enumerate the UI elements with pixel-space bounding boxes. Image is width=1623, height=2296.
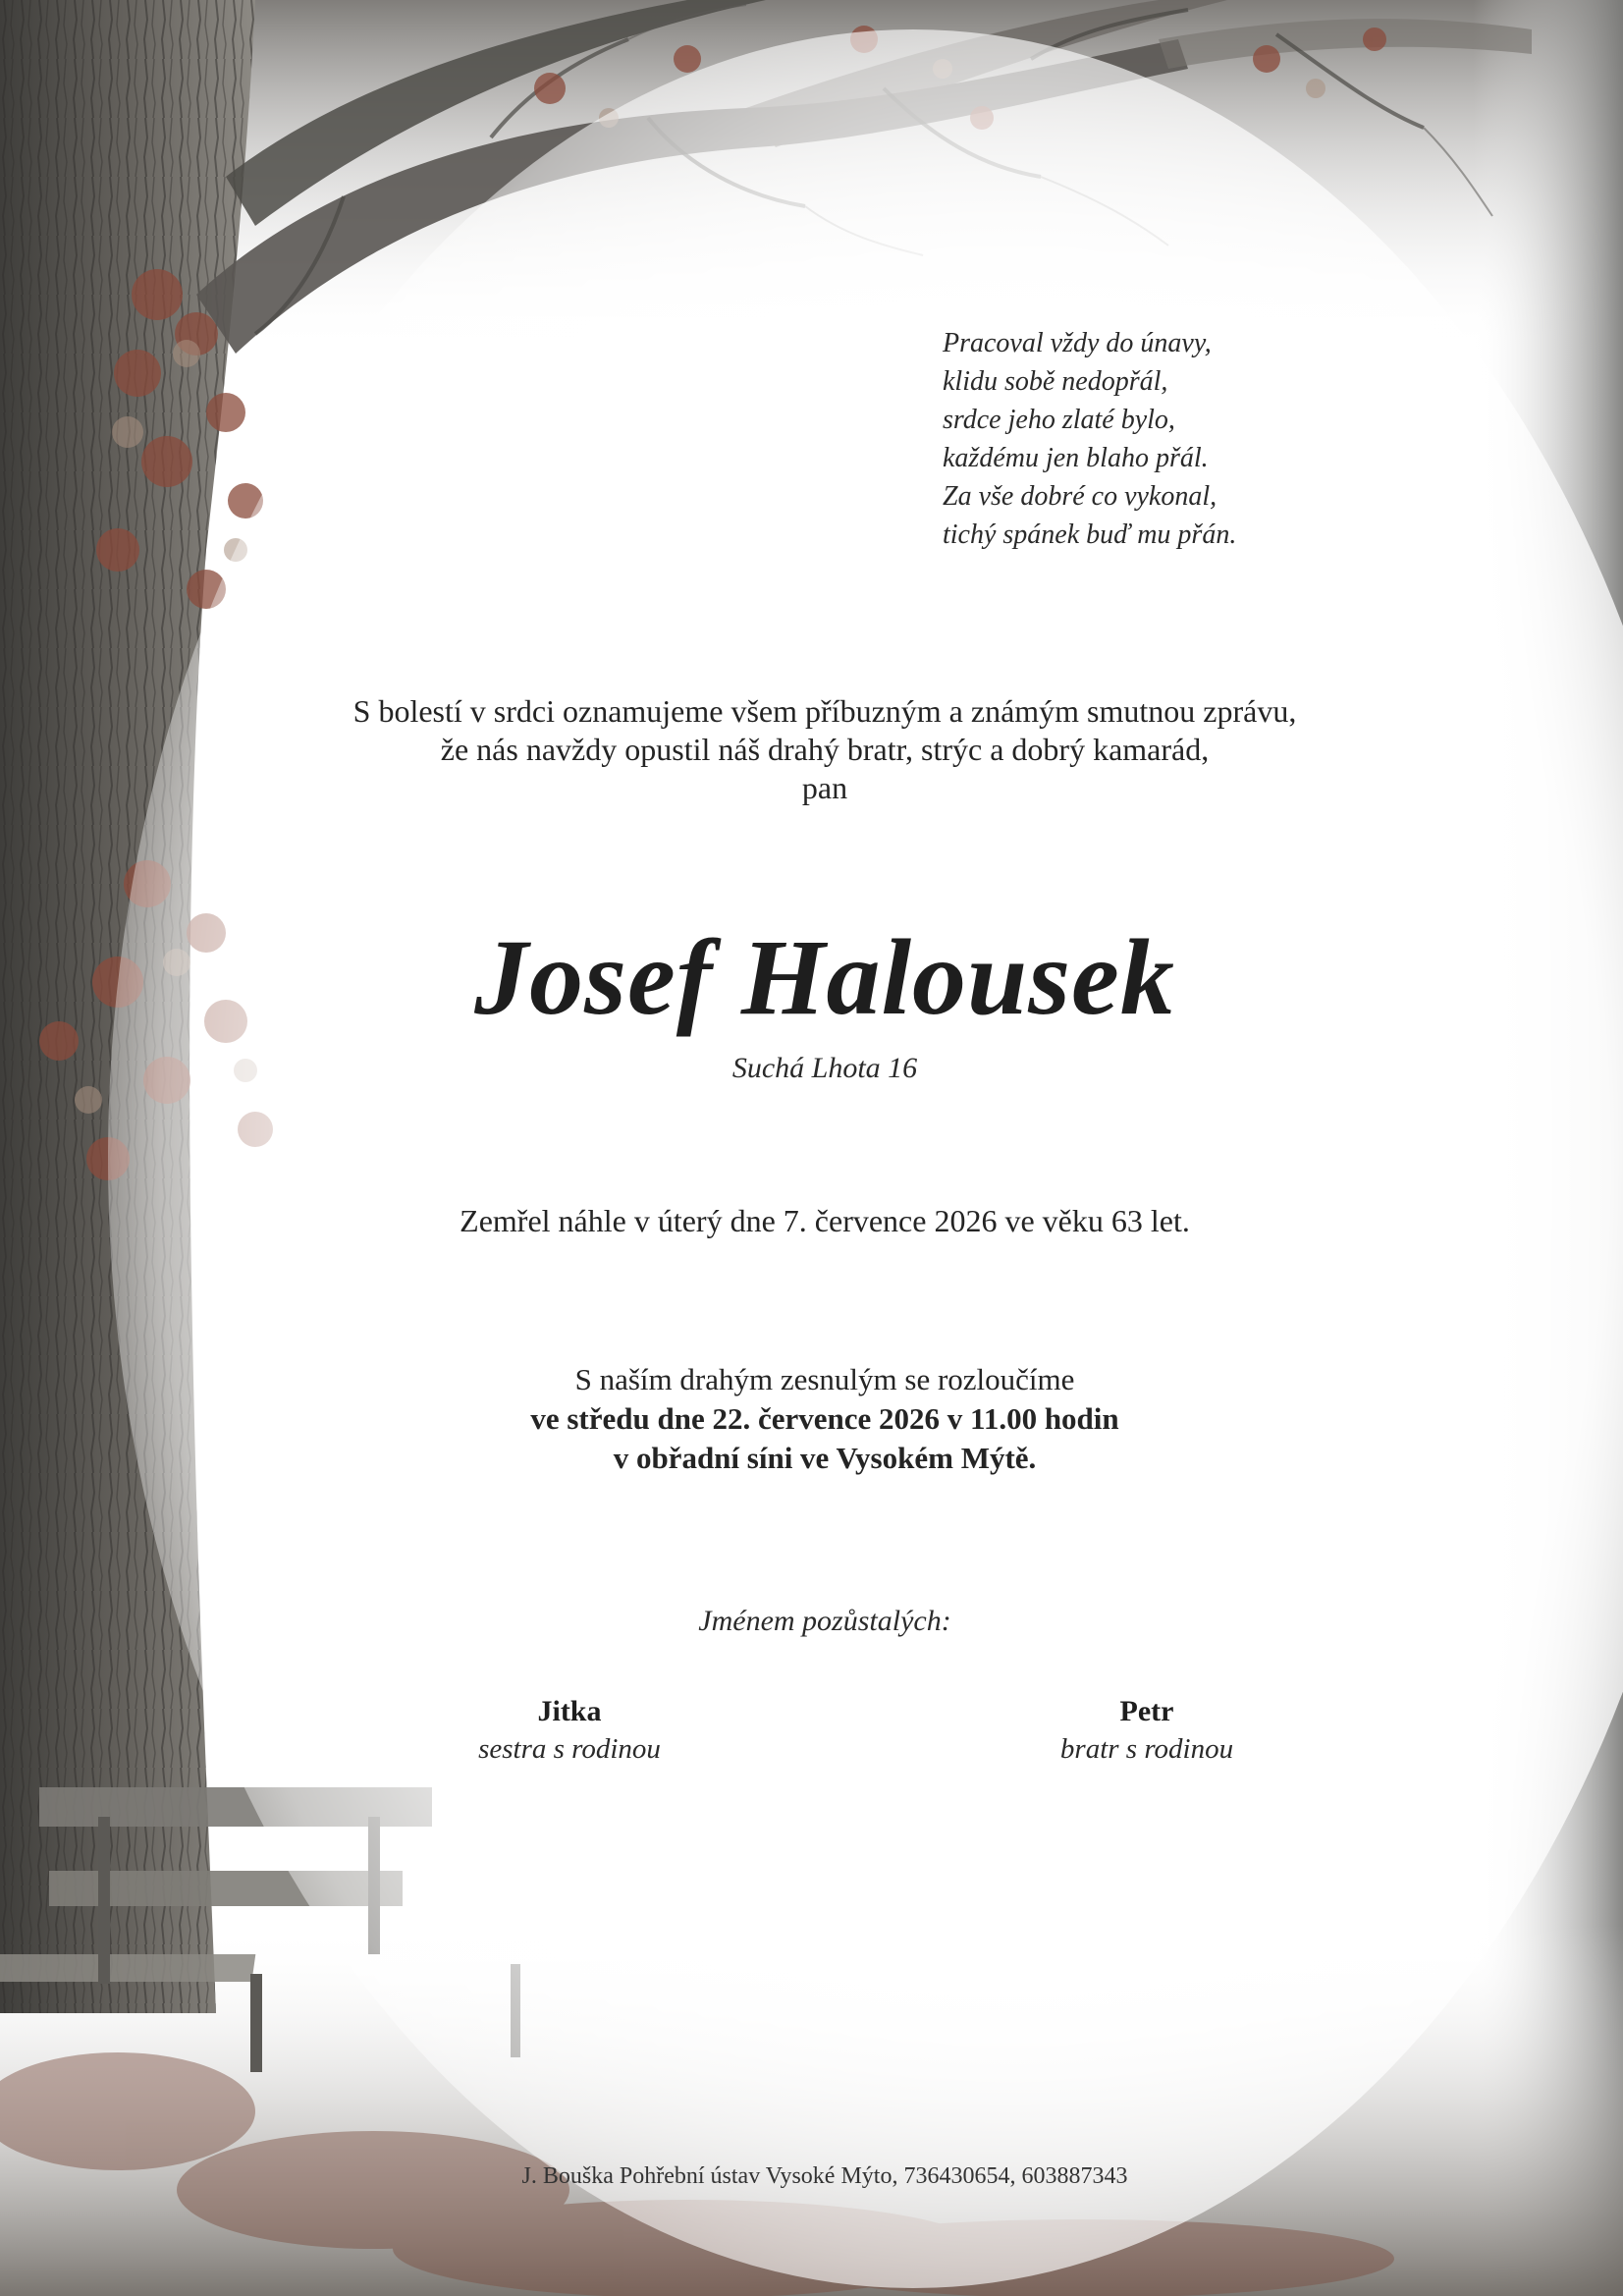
mourner-jitka xyxy=(363,1693,776,1768)
poem-line: každému jen blaho přál. xyxy=(943,443,1209,473)
mourner-name: Petr xyxy=(1119,1695,1174,1727)
death-notice: Zemřel náhle v úterý dne 7. července 2026 ve věku 63 let. xyxy=(460,1203,1190,1238)
farewell-place: v obřadní síni ve Vysokém Mýtě. xyxy=(613,1441,1037,1475)
mourner-name: Jitka xyxy=(537,1695,602,1727)
funeral-home-footer: J. Bouška Pohřební ústav Vysoké Mýto, 736430654, 603887343 xyxy=(521,2163,1128,2189)
poem-line: Za vše dobré co vykonal, xyxy=(943,481,1217,512)
announcement-line: S bolestí v srdci oznamujeme všem příbuzným a známým smutnou zprávu, xyxy=(352,693,1297,729)
deceased-name: Josef Halousek xyxy=(474,917,1175,1037)
announcement xyxy=(245,692,1404,807)
farewell-line: S naším drahým zesnulým se rozloučíme xyxy=(574,1362,1075,1396)
farewell-date: ve středu dne 22. července 2026 v 11.00 hodin xyxy=(530,1401,1119,1436)
deceased-address: Suchá Lhota 16 xyxy=(731,1052,918,1084)
mourner-relation: sestra s rodinou xyxy=(478,1733,661,1765)
poem-line: klidu sobě nedopřál, xyxy=(943,366,1168,397)
announcement-line: pan xyxy=(801,770,848,805)
on-behalf-label: Jménem pozůstalých: xyxy=(698,1605,951,1637)
mourner-relation: bratr s rodinou xyxy=(1059,1733,1234,1765)
poem-line: tichý spánek buď mu přán. xyxy=(943,519,1237,550)
mourner-petr xyxy=(941,1693,1353,1768)
farewell-notice xyxy=(245,1360,1404,1478)
poem xyxy=(943,324,1375,554)
poem-line: Pracoval vždy do únavy, xyxy=(943,328,1212,358)
poem-line: srdce jeho zlaté bylo, xyxy=(943,405,1175,435)
announcement-line: že nás navždy opustil náš drahý bratr, strýc a dobrý kamarád, xyxy=(440,732,1210,767)
